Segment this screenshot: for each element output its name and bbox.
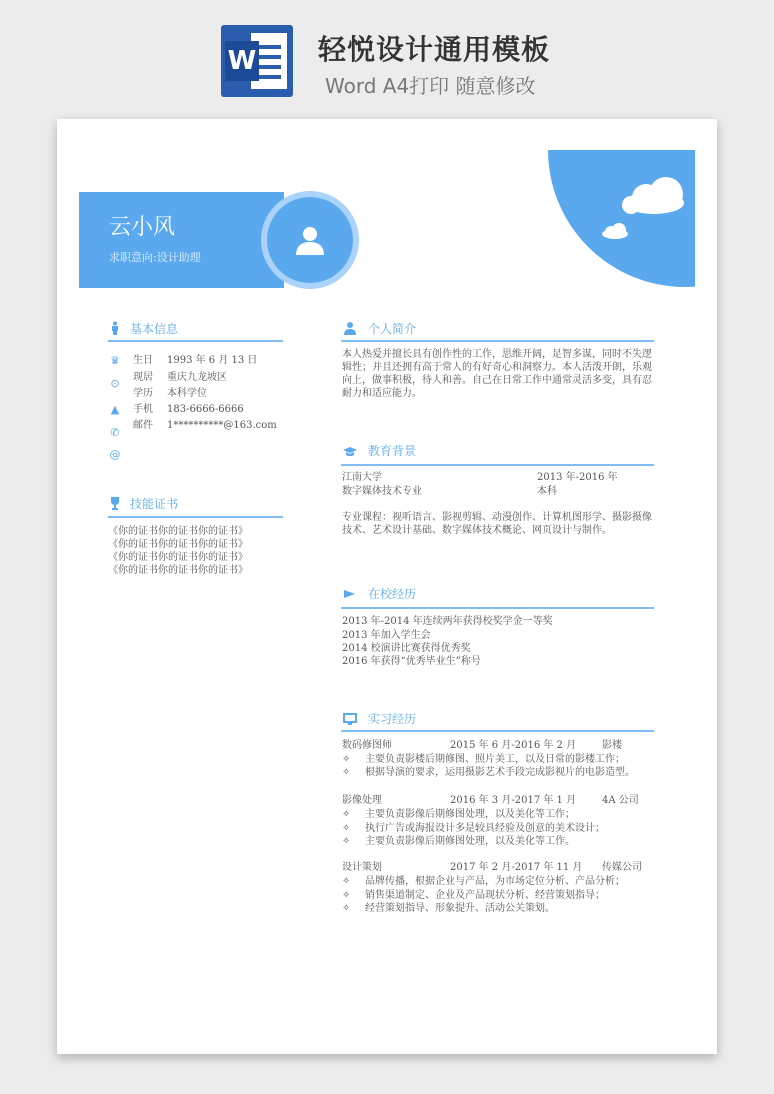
word-logo-letter: W <box>225 41 259 81</box>
section-divider <box>341 464 654 466</box>
job-period: 2015 年 6 月-2016 年 2 月 <box>450 740 577 751</box>
phone-value: 183-6666-6666 <box>167 404 244 415</box>
job-duty: 根据导演的要求，运用摄影艺术手段完成影视片的电影造型。 <box>365 767 635 778</box>
avatar[interactable] <box>261 191 359 289</box>
template-banner <box>0 0 774 110</box>
internship-title: 实习经历 <box>368 712 417 726</box>
residence-value: 重庆九龙坡区 <box>167 372 227 383</box>
education-label: 学历 <box>133 388 153 399</box>
section-divider <box>108 516 283 518</box>
education-title: 教育背景 <box>368 444 417 458</box>
job-role: 数码修图师 <box>342 740 392 751</box>
template-title: 轻悦设计通用模板 <box>318 33 551 66</box>
cake-icon: ♛ <box>110 354 120 367</box>
word-logo-icon <box>221 25 293 97</box>
job-period: 2016 年 3 月-2017 年 1 月 <box>450 795 577 806</box>
user-silhouette-icon <box>294 224 326 256</box>
campus-item: 2014 校演讲比赛获得优秀奖 <box>342 643 471 654</box>
job-period: 2017 年 2 月-2017 年 11 月 <box>450 862 583 873</box>
graduation-cap-icon <box>343 444 357 458</box>
job-duty: 主要负责影楼后期修图、照片美工，以及日常的影楼工作； <box>365 754 625 765</box>
job-duty: 主要负责影像后期修图处理，以及美化等工作。 <box>365 836 575 847</box>
job-role: 设计策划 <box>342 862 382 873</box>
basic-info-title: 基本信息 <box>130 322 179 336</box>
certificate-item: 《你的证书你的证书你的证书》 <box>108 565 248 576</box>
campus-title: 在校经历 <box>368 587 417 601</box>
bullet-icon: ✧ <box>342 754 351 765</box>
intro-title: 个人简介 <box>368 322 417 336</box>
bullet-icon: ✧ <box>342 890 351 901</box>
bullet-icon: ✧ <box>342 836 351 847</box>
job-duty: 执行广告或海报设计多是较具经验及创意的美术设计； <box>365 823 605 834</box>
template-subtitle: Word A4打印 随意修改 <box>325 74 536 98</box>
bullet-icon: ✧ <box>342 876 351 887</box>
section-divider <box>341 607 654 609</box>
job-company: 影楼 <box>602 740 622 751</box>
degree: 本科 <box>537 486 557 497</box>
job-duty: 经营策划指导、形象提升、活动公关策划。 <box>365 903 555 914</box>
bullet-icon: ✧ <box>342 823 351 834</box>
job-role: 影像处理 <box>342 795 382 806</box>
residence-label: 现居 <box>133 372 153 383</box>
campus-item: 2016 年获得“优秀毕业生”称号 <box>342 656 481 667</box>
campus-item: 2013 年加入学生会 <box>342 630 431 641</box>
email-value: 1**********@163.com <box>167 420 277 431</box>
trophy-icon <box>108 496 122 510</box>
certificate-item: 《你的证书你的证书你的证书》 <box>108 526 248 537</box>
section-divider <box>108 340 283 342</box>
education-value: 本科学位 <box>167 388 207 399</box>
certificate-item: 《你的证书你的证书你的证书》 <box>108 552 248 563</box>
job-intent: 求职意向:设计助理 <box>109 251 201 264</box>
monitor-icon <box>343 712 357 726</box>
section-divider <box>341 340 654 342</box>
education-period: 2013 年-2016 年 <box>537 472 618 483</box>
email-icon: @ <box>109 448 121 461</box>
cloud-icon <box>548 150 695 287</box>
phone-label: 手机 <box>133 404 153 415</box>
person-standing-icon <box>108 321 122 335</box>
job-company: 4A 公司 <box>602 795 639 806</box>
flag-icon <box>343 587 357 601</box>
school-name: 江南大学 <box>342 472 382 483</box>
graduation-cap-icon: ▲ <box>110 403 120 416</box>
birthday-value: 1993 年 6 月 13 日 <box>167 355 258 366</box>
email-label: 邮件 <box>133 420 153 431</box>
bullet-icon: ✧ <box>342 809 351 820</box>
resume-page <box>57 119 717 1054</box>
job-duty: 品牌传播，根据企业与产品，为市场定位分析、产品分析； <box>365 876 625 887</box>
course-list: 专业课程：视听语言、影视剪辑、动漫创作、计算机图形学、摄影摄像技术、艺术设计基础、数字媒体技术概论、网页设计与制作。 <box>342 512 652 536</box>
location-icon: ⊙ <box>110 377 120 390</box>
candidate-name: 云小风 <box>109 215 176 240</box>
job-company: 传媒公司 <box>602 862 642 873</box>
campus-item: 2013 年-2014 年连续两年获得校奖学金一等奖 <box>342 616 553 627</box>
person-icon <box>343 321 357 335</box>
phone-icon: ✆ <box>110 426 120 439</box>
sky-corner-decoration <box>548 150 695 287</box>
job-duty: 销售渠道制定、企业及产品现状分析、经营策划指导； <box>365 890 605 901</box>
skills-title: 技能证书 <box>130 497 179 511</box>
major: 数字媒体技术专业 <box>342 486 422 497</box>
job-duty: 主要负责影像后期修图处理，以及美化等工作； <box>365 809 575 820</box>
name-banner <box>79 192 284 288</box>
bullet-icon: ✧ <box>342 767 351 778</box>
certificate-item: 《你的证书你的证书你的证书》 <box>108 539 248 550</box>
bullet-icon: ✧ <box>342 903 351 914</box>
birthday-label: 生日 <box>133 355 153 366</box>
section-divider <box>341 730 654 732</box>
intro-text: 本人热爱并擅长具有创作性的工作，思维开阔，足智多谋，同时不失逻辑性；并且还拥有高于常人的有好奇心和洞察力。本人活泼开朗，乐观向上，做事积极，待人和善。自己在日常工作中通常灵活多变，具有忍耐力和适应能力。 <box>342 349 652 399</box>
